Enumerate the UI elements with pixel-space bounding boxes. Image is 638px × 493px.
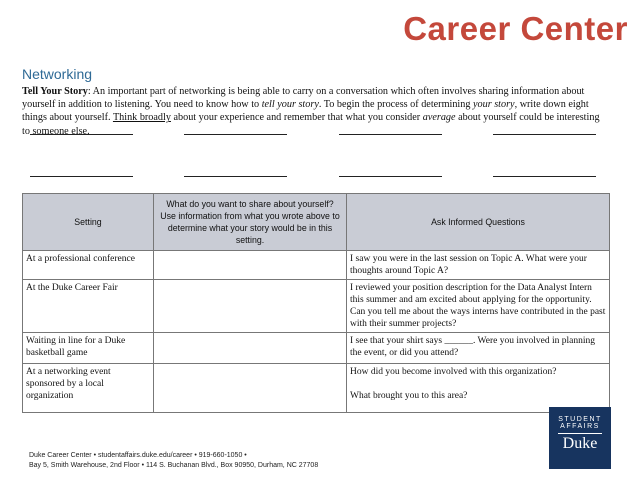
share-cell[interactable] <box>154 280 347 333</box>
intro-text-4: about your experience and remember that what you consider <box>170 112 423 124</box>
share-header: What do you want to share about yourself? Use information from what you wrote above to determine what your story would be in this setting. <box>154 194 347 251</box>
intro-paragraph <box>22 85 607 138</box>
logo-line-2: AFFAIRS <box>560 423 600 430</box>
section-heading: Networking <box>22 66 93 82</box>
question-text: I see that your shirt says ______. Were you involved in planning the event, or did you attend? <box>350 336 595 358</box>
question-cell <box>347 333 610 364</box>
blank-line[interactable] <box>184 134 287 135</box>
setting-cell: At a networking event sponsored by a local organization <box>23 364 154 413</box>
question-cell <box>347 280 610 333</box>
question-cell <box>347 251 610 280</box>
logo-divider <box>558 433 602 434</box>
blank-line[interactable] <box>339 176 442 177</box>
intro-lead: Tell Your Story <box>22 86 88 97</box>
table-header-row <box>23 194 610 251</box>
blank-lines-row-1 <box>30 134 596 135</box>
intro-text-3: , write down eight things about yourself. <box>22 99 589 124</box>
share-cell[interactable] <box>154 364 347 413</box>
intro-emphasis-3: average <box>422 112 456 124</box>
question-text: What brought you to this area? <box>350 391 468 401</box>
logo-line-3: Duke <box>562 435 598 452</box>
intro-text-2: . To begin the process of determining <box>318 99 473 111</box>
question-text: How did you become involved with this organization? <box>350 367 557 377</box>
think-broadly-text: Think broadly <box>112 112 171 124</box>
career-center-title: Career Center <box>403 10 628 47</box>
questions-header: Ask Informed Questions <box>347 194 610 251</box>
setting-cell: At the Duke Career Fair <box>23 280 154 333</box>
blank-line[interactable] <box>339 134 442 135</box>
blank-line[interactable] <box>493 176 596 177</box>
blank-line[interactable] <box>30 176 133 177</box>
blank-line[interactable] <box>30 134 133 135</box>
setting-header: Setting <box>23 194 154 251</box>
blank-line[interactable] <box>184 176 287 177</box>
setting-cell: At a professional conference <box>23 251 154 280</box>
table-row <box>23 333 610 364</box>
intro-emphasis-2: your story <box>472 99 515 111</box>
blank-lines-row-2 <box>30 176 596 177</box>
question-text: I reviewed your position description for the Data Analyst Intern this summer and am excited about applying for the opportunity. Can you tell me about the ways interns have contributed in the past with their summer projects? <box>350 283 606 329</box>
logo-line-1: STUDENT <box>558 416 602 423</box>
share-cell[interactable] <box>154 251 347 280</box>
intro-text-1: : An important part of networking is being able to carry on a conversation which often involves sharing information about yourself in addition to listening. You need to know how to <box>22 86 585 111</box>
share-cell[interactable] <box>154 333 347 364</box>
duke-student-affairs-logo <box>549 407 611 469</box>
footer-line-1: Duke Career Center • studentaffairs.duke.edu/career • 919-660-1050 • <box>29 452 247 459</box>
table-row <box>23 280 610 333</box>
question-cell <box>347 364 610 413</box>
table-row <box>23 364 610 413</box>
table-row <box>23 251 610 280</box>
blank-line[interactable] <box>493 134 596 135</box>
setting-cell: Waiting in line for a Duke basketball game <box>23 333 154 364</box>
networking-table <box>22 193 610 413</box>
footer-line-2: Bay 5, Smith Warehouse, 2nd Floor • 114 S. Buchanan Blvd., Box 90950, Durham, NC 27708 <box>29 462 319 469</box>
intro-text-5: about yourself could be interesting to someone else. <box>22 112 600 137</box>
intro-emphasis-1: tell your story <box>261 99 319 111</box>
question-text: I saw you were in the last session on Topic A. What were your thoughts around Topic A? <box>350 254 587 276</box>
footer-contact <box>29 451 318 471</box>
